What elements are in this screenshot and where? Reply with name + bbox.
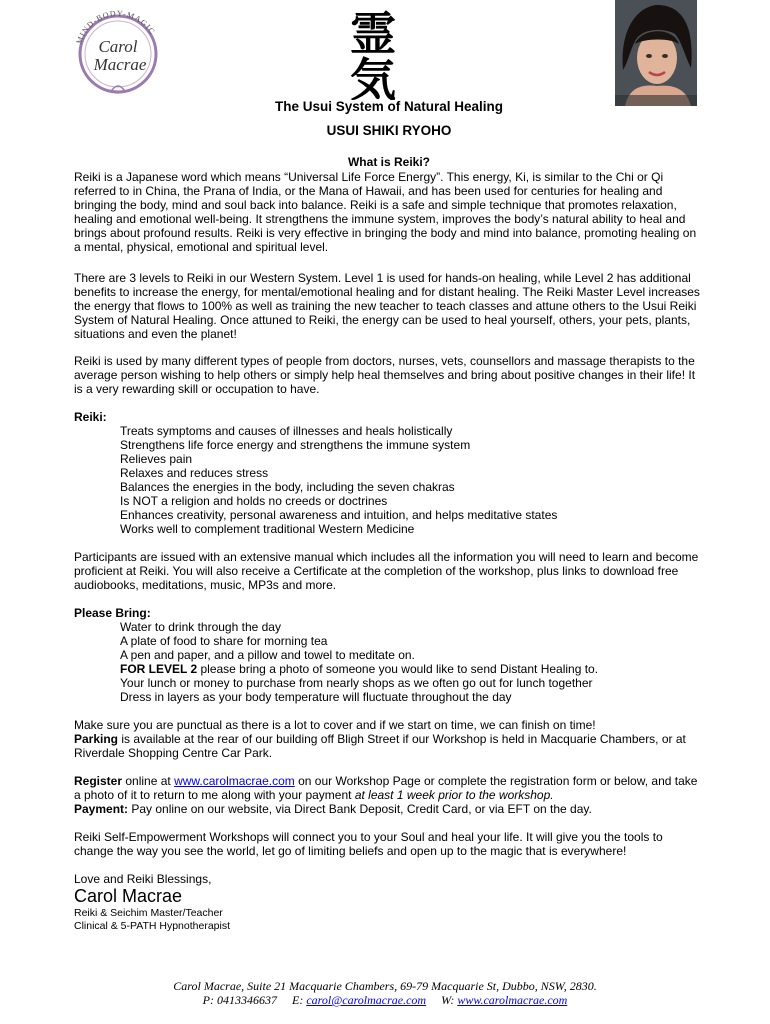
signature-name: Carol Macrae xyxy=(74,886,183,906)
list-item-text: Works well to complement traditional Western Medicine xyxy=(120,522,415,536)
register-paragraph xyxy=(74,774,704,816)
list-item-text: please bring a photo of someone you would like to send Distant Healing to. xyxy=(197,662,599,676)
list-item xyxy=(74,452,704,466)
list-item xyxy=(74,438,704,452)
parking-paragraph xyxy=(74,732,704,760)
register-post: on our Workshop Page or complete the registration form or below, and take a photo of it to return to me along with your payment xyxy=(74,774,698,802)
reiki-benefits-list xyxy=(74,424,704,536)
list-item-text: Enhances creativity, personal awareness and intuition, and helps meditative states xyxy=(120,508,558,522)
list-item xyxy=(74,494,704,508)
reiki-benefits-heading: Reiki: xyxy=(74,410,107,424)
list-item xyxy=(74,522,704,536)
list-item xyxy=(74,648,704,662)
list-item xyxy=(74,634,704,648)
list-item xyxy=(74,480,704,494)
list-item xyxy=(74,424,704,438)
list-item-text: Relieves pain xyxy=(120,452,193,466)
parking-text: is available at the rear of our building off Bligh Street if our Workshop is held in Macquarie Chambers, or at Riverdale Shopping Centre Car Park. xyxy=(74,732,686,760)
list-item-text: Balances the energies in the body, including the seven chakras xyxy=(120,480,455,494)
list-item xyxy=(74,690,704,704)
users-paragraph: Reiki is used by many different types of people from doctors, nurses, vets, counsellors and massage therapists to the average person wishing to help others or simply help heal themselves and bring about positive changes in their life! It is a very rewarding skill or occupation to have. xyxy=(74,354,696,396)
list-item xyxy=(74,620,704,634)
parking-label: Parking xyxy=(74,732,119,746)
list-item-text: A pen and paper, and a pillow and towel to meditate on. xyxy=(120,648,415,662)
carol-macrae-logo xyxy=(66,6,170,98)
logo-name-line2: Macrae xyxy=(93,55,147,74)
please-bring-list xyxy=(74,620,704,704)
reiki-kanji xyxy=(340,2,406,100)
kanji-ki: 気 xyxy=(350,53,396,100)
footer-contact xyxy=(0,993,770,1007)
footer-address: Carol Macrae, Suite 21 Macquarie Chambers, 69-79 Macquarie St, Dubbo, NSW, 2830. xyxy=(173,979,597,993)
signature-title-1: Reiki & Seichim Master/Teacher xyxy=(74,907,223,919)
payment-text: Pay online on our website, via Direct Bank Deposit, Credit Card, or via EFT on the day. xyxy=(128,802,592,816)
manual-paragraph: Participants are issued with an extensive manual which includes all the information you will need to learn and become proficient at Reiki. You will also receive a Certificate at the completion of the workshop, plus links to download free audiobooks, meditations, music, MP3s and more. xyxy=(74,550,699,592)
list-item xyxy=(74,508,704,522)
logo-name-line1: Carol xyxy=(98,37,138,56)
register-deadline: at least 1 week prior to the workshop. xyxy=(354,788,554,802)
footer-website-link[interactable]: www.carolmacrae.com xyxy=(457,993,568,1007)
list-item xyxy=(74,466,704,480)
section-heading-what-is-reiki: What is Reiki? xyxy=(347,155,430,169)
list-item xyxy=(74,662,704,676)
levels-paragraph: There are 3 levels to Reiki in our Western System. Level 1 is used for hands-on healing, while Level 2 has additional benefits to increase the energy, for mental/emotional healing and for distant healing. The Reiki Master Level increases the energy that flows to 100% as well as training the new teacher to teach classes and attune others to the Usui Reiki System of Natural Healing. Once attuned to Reiki, the energy can be used to heal yourself, others, your pets, plants, situations and even the planet! xyxy=(74,271,700,341)
closing-line: Love and Reiki Blessings, xyxy=(74,872,212,886)
payment-label: Payment: xyxy=(74,802,129,816)
website-link[interactable]: www.carolmacrae.com xyxy=(174,774,295,788)
list-item-text: Treats symptoms and causes of illnesses and heals holistically xyxy=(120,424,453,438)
list-item-text: Is NOT a religion and holds no creeds or doctrines xyxy=(120,494,388,508)
register-label: Register xyxy=(74,774,123,788)
list-item-text: Strengthens life force energy and strengthens the immune system xyxy=(120,438,471,452)
list-item xyxy=(74,676,704,690)
list-item-text: A plate of food to share for morning tea xyxy=(120,634,328,648)
intro-paragraph: Reiki is a Japanese word which means “Universal Life Force Energy”. This energy, Ki, is similar to the Chi or Qi referred to in China, the Prana of India, or the Mana of Hawaii, and has been used for centuries for healing and bringing the body, mind and soul back into balance. Reiki is a safe and simple technique that promotes relaxation, healing and emotional well-being. It strengthens the immune system, improves the body’s natural ability to heal and brings about profound results. Reiki is very effective in bringing the body and mind into balance, promoting healing on a mental, physical, emotional and spiritual level. xyxy=(74,170,697,254)
list-item-text: Your lunch or money to purchase from nearly shops as we often go out for lunch together xyxy=(120,676,593,690)
web-label: W: xyxy=(441,993,455,1007)
phone-label: P: xyxy=(202,993,214,1007)
page-subtitle: USUI SHIKI RYOHO xyxy=(326,123,452,138)
list-item-emphasis: FOR LEVEL 2 xyxy=(120,662,198,676)
punctual-text: Make sure you are punctual as there is a lot to cover and if we start on time, we can finish on time! xyxy=(74,718,596,732)
list-item-text: Water to drink through the day xyxy=(120,620,281,634)
register-pre: online at xyxy=(122,774,175,788)
email-link[interactable]: carol@carolmacrae.com xyxy=(306,993,427,1007)
list-item-text: Relaxes and reduces stress xyxy=(120,466,269,480)
empowerment-paragraph: Reiki Self-Empowerment Workshops will connect you to your Soul and heal your life. It will give you the tools to change the way you see the world, let go of limiting beliefs and open up to the magic that is everywhere! xyxy=(74,830,663,858)
please-bring-heading: Please Bring: xyxy=(74,606,151,620)
logo-arc-text: MIND-BODY-MAGIC xyxy=(74,8,158,46)
list-item-text: Dress in layers as your body temperature will fluctuate throughout the day xyxy=(120,690,512,704)
signature-title-2: Clinical & 5-PATH Hypnotherapist xyxy=(74,920,231,932)
portrait-photo xyxy=(615,0,697,106)
email-label: E: xyxy=(291,993,304,1007)
phone-number: 0413346637 xyxy=(216,993,277,1007)
kanji-rei: 霊 xyxy=(350,7,396,61)
page-title: The Usui System of Natural Healing xyxy=(274,99,504,114)
